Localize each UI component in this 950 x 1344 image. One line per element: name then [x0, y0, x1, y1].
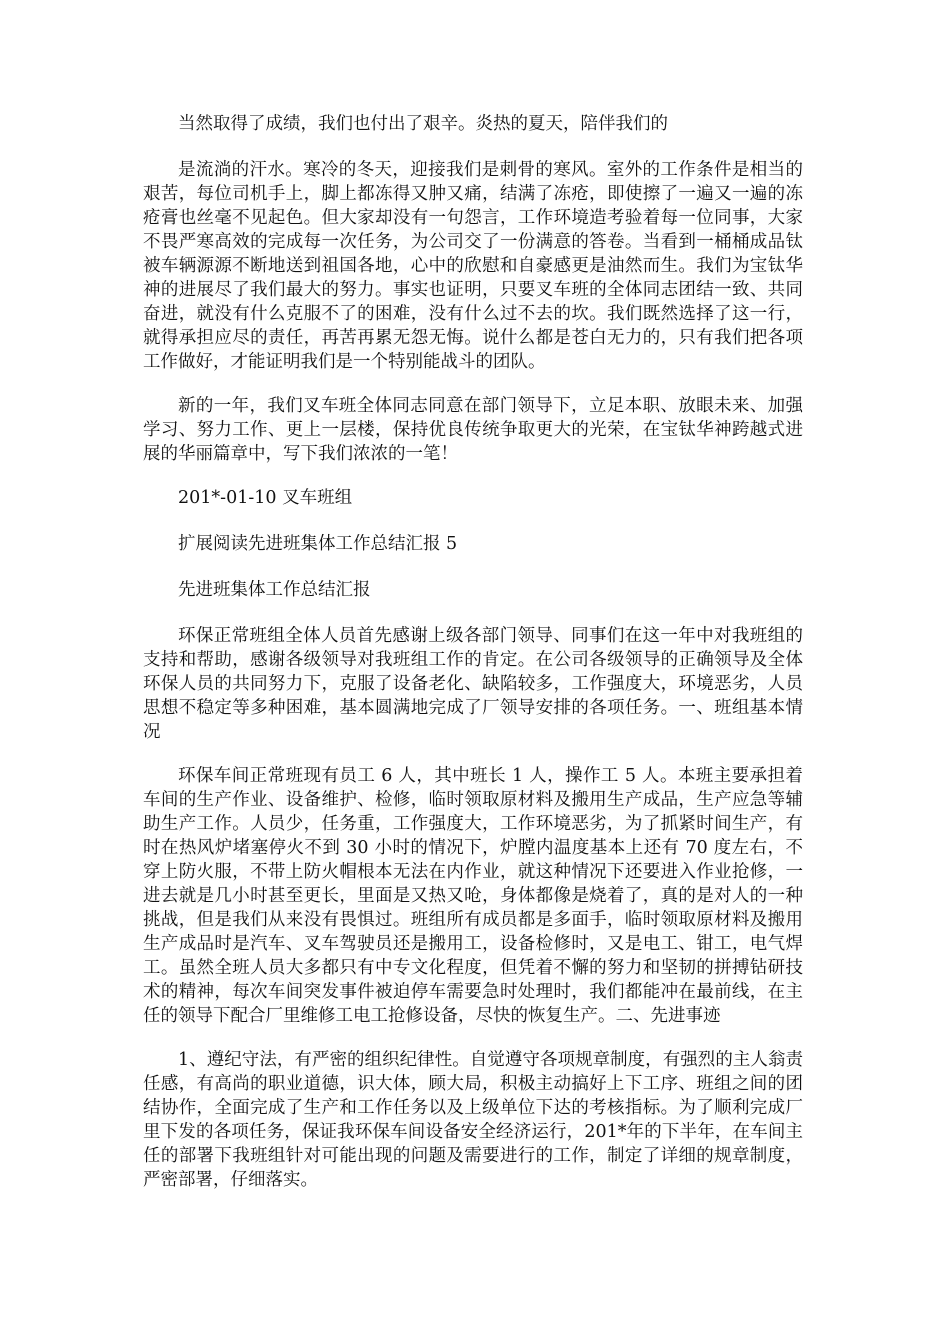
extended-reading-heading: 扩展阅读先进班集体工作总结汇报 5 [178, 534, 458, 554]
paragraph-intro-line: 当然取得了成绩，我们也付出了艰辛。炎热的夏天，陪伴我们的 [178, 114, 668, 134]
signature-date-line: 201*-01-10 叉车班组 [178, 488, 353, 508]
paragraph-hardship: 是流淌的汗水。寒冷的冬天，迎接我们是刺骨的寒风。室外的工作条件是相当的艰苦，每位司机手上，脚上都冻得又肿又痛，结满了冻疮，即使擦了一遍又一遍的冻疮膏也丝毫不见起色。但大家却没有一句怨言，工作环境造考验着每一位同事，大家不畏严寒高效的完成每一次任务，为公司交了一份满意的答卷。当看到一桶桶成品钛被车辆源源不断地送到祖国各地，心中的欣慰和自豪感更是油然而生。我们为宝钛华神的进展尽了我们最大的努力。事实也证明，只要叉车班的全体同志团结一致、共同奋进，就没有什么克服不了的困难，没有什么过不去的坎。我们既然选择了这一行，就得承担应尽的责任，再苦再累无怨无悔。说什么都是苍白无力的，只有我们把各项工作做好，才能证明我们是一个特别能战斗的团队。 [143, 160, 803, 372]
document-body [143, 112, 803, 1212]
paragraph-thanks: 环保正常班组全体人员首先感谢上级各部门领导、同事们在这一年中对我班组的支持和帮助，感谢各级领导对我班组工作的肯定。在公司各级领导的正确领导及全体环保人员的共同努力下，克服了设备老化、缺陷较多，工作强度大，环境恶劣，人员思想不稳定等多种困难，基本圆满地完成了厂领导安排的各项任务。一、班组基本情况 [143, 626, 803, 742]
paragraph-new-year: 新的一年，我们叉车班全体同志同意在部门领导下，立足本职、放眼未来、加强学习、努力工作、更上一层楼，保持优良传统争取更大的光荣，在宝钛华神跨越式进展的华丽篇章中，写下我们浓浓的一笔！ [143, 396, 803, 464]
paragraph-discipline: 1、遵纪守法，有严密的组织纪律性。自觉遵守各项规章制度，有强烈的主人翁责任感，有高尚的职业道德，识大体，顾大局，积极主动搞好上下工序、班组之间的团结协作，全面完成了生产和工作任务以及上级单位下达的考核指标。为了顺利完成厂里下发的各项任务，保证我环保车间设备安全经济运行，201*年的下半年，在车间主任的部署下我班组针对可能出现的问题及需要进行的工作，制定了详细的规章制度，严密部署，仔细落实。 [143, 1050, 803, 1190]
paragraph-team-situation: 环保车间正常班现有员工 6 人，其中班长 1 人，操作工 5 人。本班主要承担着车间的生产作业、设备维护、检修，临时领取原材料及搬用生产成品，生产应急等辅助生产工作。人员少，任务重，工作强度大，工作环境恶劣，为了抓紧时间生产，有时在热风炉堵塞停火不到 30 小时的情况下，炉膛内温度基本上还有 70 度左右，不穿上防火服，不带上防火帽根本无法在内作业，就这种情况下还要进入作业抢修，一进去就是几小时甚至更长，里面是又热又呛，身体都像是烧着了，真的是对人的一种挑战，但是我们从来没有畏惧过。班组所有成员都是多面手，临时领取原材料及搬用生产成品时是汽车、叉车驾驶员还是搬用工，设备检修时，又是电工、钳工，电气焊工。虽然全班人员大多都只有中专文化程度，但凭着不懈的努力和坚韧的拼搏钻研技术的精神，每次车间突发事件被迫停车需要急时处理时，我们都能冲在最前线，在主任的领导下配合厂里维修工电工抢修设备，尽快的恢复生产。二、先进事迹 [143, 766, 803, 1026]
report-title: 先进班集体工作总结汇报 [178, 580, 371, 600]
